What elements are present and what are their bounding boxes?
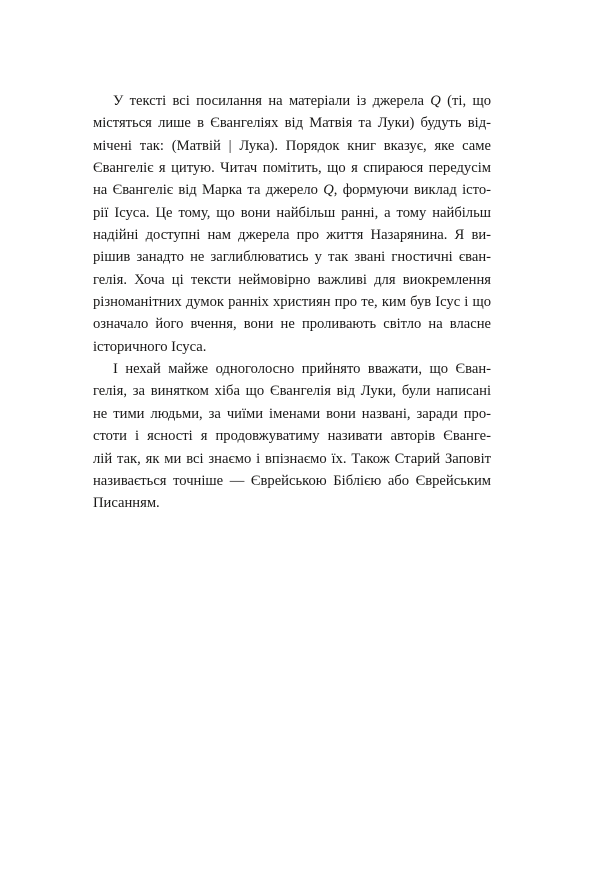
text-run: містяться лише в Євангеліях від Матвія та Луки) будуть від-	[93, 115, 491, 132]
body-text-block	[93, 90, 491, 515]
text-run: не тими людьми, за чиїми іменами вони названі, заради про-	[93, 405, 491, 422]
text-line	[93, 269, 491, 291]
text-run: історичного Ісуса.	[93, 338, 207, 355]
text-line	[93, 246, 491, 268]
text-line	[93, 202, 491, 224]
text-line	[93, 224, 491, 246]
text-line	[93, 90, 491, 112]
text-run: стоти і ясності я продовжуватиму називати авторів Єванге-	[93, 428, 491, 445]
text-run: надійні доступні нам джерела про життя Назарянина. Я ви-	[93, 227, 491, 244]
text-run: гелія. Хоча ці тексти неймовірно важливі для виокремлення	[93, 271, 491, 288]
text-run: на Євангеліє від Марка та джерело	[93, 182, 324, 199]
text-run: лій так, як ми всі знаємо і впізнаємо їх. Також Старий Заповіт	[93, 450, 491, 467]
text-run: гелія, за винятком хіба що Євангелія від Луки, були написані	[93, 383, 491, 400]
text-line	[93, 291, 491, 313]
source-sigil-q: Q	[430, 93, 441, 109]
text-line	[93, 336, 491, 358]
text-run: різноманітних думок ранніх християн про те, ким був Ісус і що	[93, 294, 491, 311]
text-run: рії Ісуса. Це тому, що вони найбільш ранні, а тому найбільш	[93, 204, 491, 221]
text-line	[93, 403, 491, 425]
paragraph	[93, 358, 491, 514]
text-line	[93, 358, 491, 380]
text-line	[93, 313, 491, 335]
text-line	[93, 470, 491, 492]
text-run: мічені так: (Матвій | Лука). Порядок книг вказує, яке саме	[93, 137, 491, 154]
text-run: І нехай майже одноголосно прийнято вважати, що Єван-	[113, 361, 491, 378]
text-line	[93, 157, 491, 179]
text-run: Писанням.	[93, 495, 160, 512]
text-line	[93, 492, 491, 514]
text-run: (ті, що	[440, 93, 491, 109]
text-line	[93, 135, 491, 157]
text-run: Євангеліє я цитую. Читач помітить, що я спираюся передусім	[93, 160, 491, 177]
text-run: означало його вчення, вони не проливають світло на власне	[93, 316, 491, 333]
text-run: У тексті всі посилання на матеріали із джерела	[113, 93, 431, 109]
text-run: , формуючи виклад істо-	[333, 182, 491, 199]
paragraph	[93, 90, 491, 358]
text-line	[93, 425, 491, 447]
text-run: рішив занадто не заглиблюватись у так звані гностичні єван-	[93, 249, 491, 266]
text-line	[93, 448, 491, 470]
text-run: називається точніше — Єврейською Біблією або Єврейським	[93, 472, 491, 489]
text-line	[93, 179, 491, 201]
text-line	[93, 112, 491, 134]
source-sigil-q: Q	[323, 182, 334, 199]
text-line	[93, 380, 491, 402]
